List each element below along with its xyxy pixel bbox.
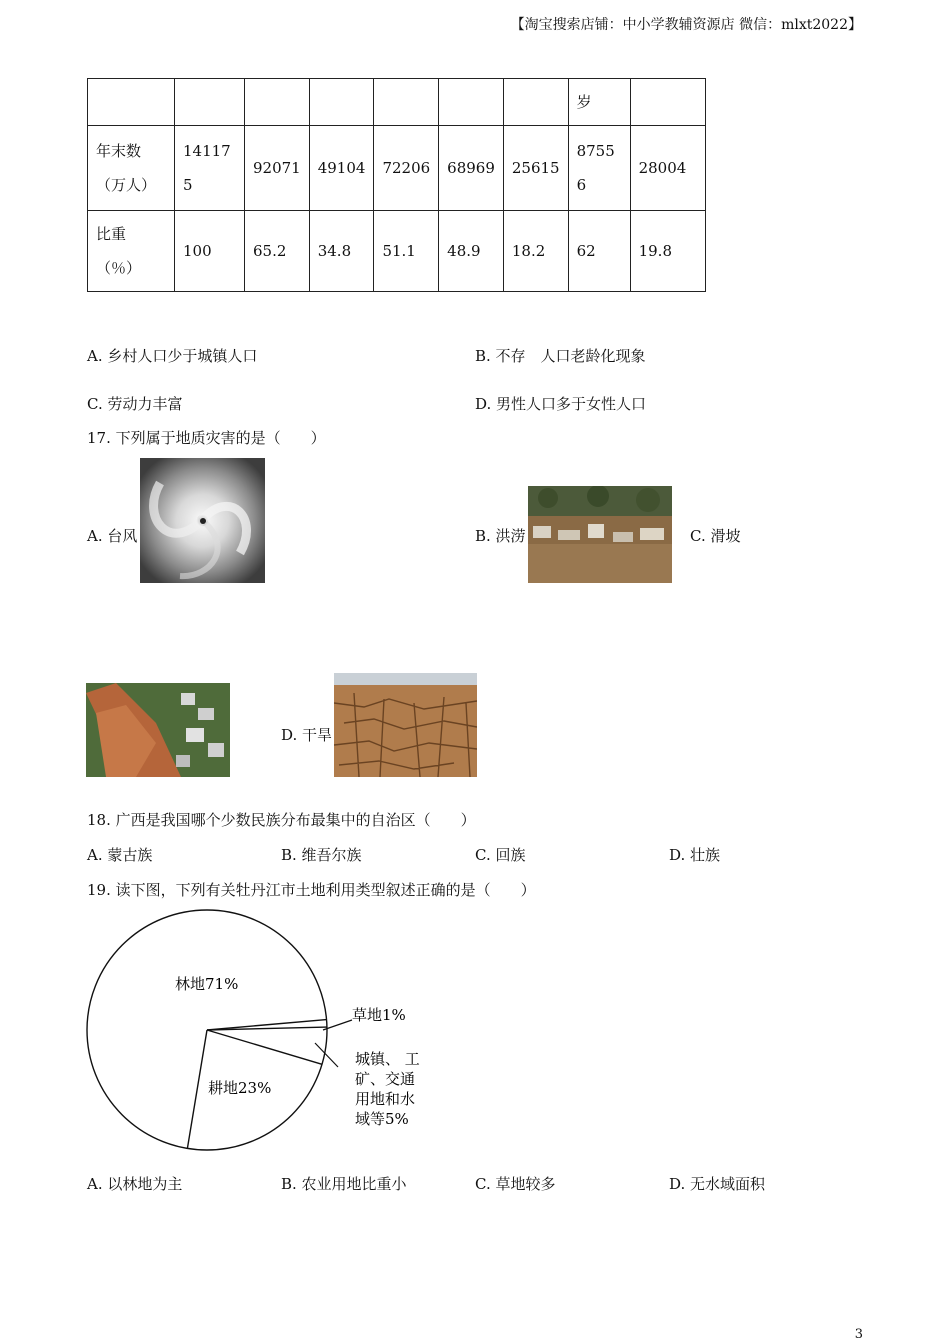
table-cell: 68969	[439, 126, 504, 211]
q17-option-b[interactable]: B. 洪涝	[475, 527, 526, 545]
table-row	[88, 211, 706, 292]
table-cell: 18.2	[503, 211, 568, 292]
table-cell: 49104	[309, 126, 374, 211]
table-cell: 14117 5	[175, 126, 245, 211]
table-cell: 岁	[568, 79, 630, 126]
q16-option-c[interactable]: C. 劳动力丰富	[87, 395, 183, 413]
flood-photo	[528, 486, 672, 583]
table-cell	[439, 79, 504, 126]
land-use-pie-chart	[80, 905, 440, 1160]
q16-option-a[interactable]: A. 乡村人口少于城镇人口	[87, 347, 258, 365]
q19-option-a[interactable]: A. 以林地为主	[87, 1175, 183, 1193]
q18-option-b[interactable]: B. 维吾尔族	[281, 846, 362, 864]
table-cell: 8755 6	[568, 126, 630, 211]
pie-label-urban-line4: 域等5%	[355, 1110, 409, 1128]
pie-label-farm: 耕地23%	[208, 1079, 272, 1097]
header-note: 【淘宝搜索店铺：中小学教辅资源店 微信：mlxt2022】	[510, 17, 862, 33]
q17-option-c[interactable]: C. 滑坡	[690, 527, 741, 545]
page-number: 3	[854, 1327, 863, 1342]
pie-label-grass: 草地1%	[352, 1006, 406, 1024]
table-row-label: 比重 （％）	[88, 211, 175, 292]
pie-label-urban-line3: 用地和水	[355, 1090, 416, 1108]
table-cell: 48.9	[439, 211, 504, 292]
table-cell: 62	[568, 211, 630, 292]
table-cell	[175, 79, 245, 126]
table-cell	[630, 79, 705, 126]
table-cell: 92071	[245, 126, 310, 211]
table-cell: 72206	[374, 126, 439, 211]
q16-option-b[interactable]: B. 不存 人口老龄化现象	[475, 347, 646, 365]
table-row-label: 年末数 （万人）	[88, 126, 175, 211]
table-row	[88, 79, 706, 126]
typhoon-photo	[140, 458, 265, 583]
drought-photo	[334, 673, 477, 777]
q18-option-a[interactable]: A. 蒙古族	[87, 846, 153, 864]
table-cell: 28004	[630, 126, 705, 211]
table-cell	[88, 79, 175, 126]
population-table	[87, 78, 706, 292]
q19-stem: 19. 读下图，下列有关牡丹江市土地利用类型叙述正确的是（ ）	[87, 881, 536, 899]
q18-stem: 18. 广西是我国哪个少数民族分布最集中的自治区（ ）	[87, 811, 476, 829]
table-cell	[503, 79, 568, 126]
q17-option-a[interactable]: A. 台风	[87, 527, 138, 545]
q19-option-d[interactable]: D. 无水域面积	[669, 1175, 766, 1193]
table-row	[88, 126, 706, 211]
q19-option-c[interactable]: C. 草地较多	[475, 1175, 556, 1193]
pie-label-forest: 林地71%	[175, 975, 239, 993]
table-cell	[309, 79, 374, 126]
q18-option-c[interactable]: C. 回族	[475, 846, 526, 864]
table-cell: 51.1	[374, 211, 439, 292]
table-cell	[374, 79, 439, 126]
pie-label-urban-line2: 矿、交通	[355, 1070, 416, 1088]
table-cell	[245, 79, 310, 126]
table-cell: 34.8	[309, 211, 374, 292]
table-cell: 65.2	[245, 211, 310, 292]
table-cell: 25615	[503, 126, 568, 211]
pie-label-urban-line1: 城镇、 工	[355, 1050, 420, 1068]
landslide-photo	[86, 683, 230, 777]
q19-option-b[interactable]: B. 农业用地比重小	[281, 1175, 407, 1193]
q16-option-d[interactable]: D. 男性人口多于女性人口	[475, 395, 647, 413]
table-cell: 19.8	[630, 211, 705, 292]
q17-option-d[interactable]: D. 干旱	[281, 726, 333, 744]
q18-option-d[interactable]: D. 壮族	[669, 846, 721, 864]
table-cell: 100	[175, 211, 245, 292]
q17-stem: 17. 下列属于地质灾害的是（ ）	[87, 429, 326, 447]
